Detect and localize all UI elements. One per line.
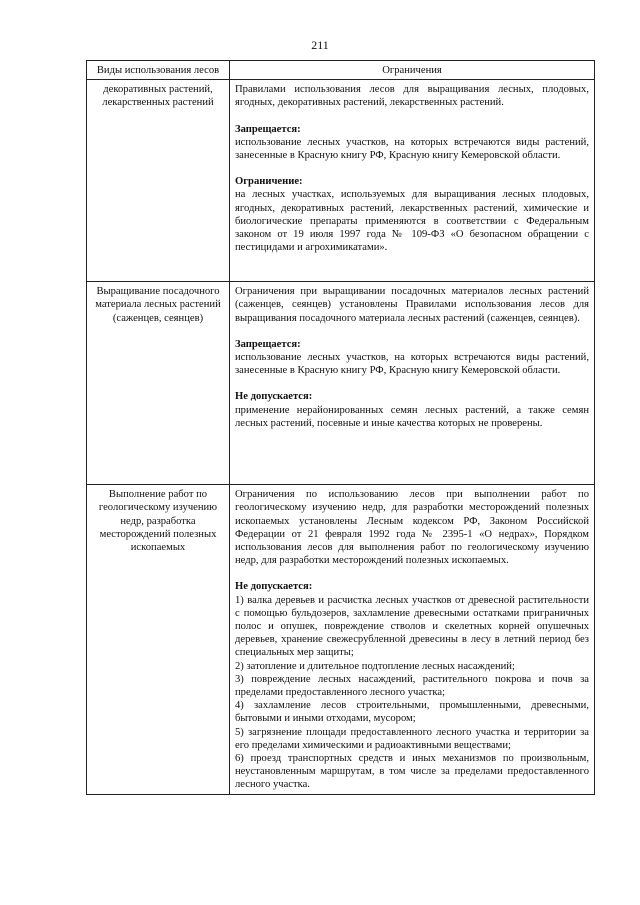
list-item: 3) повреждение лесных насаждений, растительного покрова и почв за пределами предоставленного лесного участка; (235, 673, 589, 699)
usage-type-cell: Выполнение работ по геологическому изучению недр, разработка месторождений полезных ископаемых (87, 485, 230, 794)
restriction-heading: Не допускается: (235, 391, 313, 403)
restrictions-cell (230, 80, 595, 282)
table-row (87, 282, 595, 485)
table-row (87, 80, 595, 282)
table-row (87, 485, 595, 794)
list-item: 2) затопление и длительное подтопление лесных насаждений; (235, 660, 515, 672)
restriction-intro: Ограничения при выращивании посадочных материалов лесных растений (саженцев, сеянцев) установлены Правилами использования лесов для выращивания посадочного материала лесных растений (саженцев, сеянцев). (235, 286, 589, 324)
usage-type-cell: декоративных растений, лекарственных растений (87, 80, 230, 282)
header-restrictions: Ограничения (230, 61, 595, 80)
restriction-text: использование лесных участков, на которых встречаются виды растений, занесенные в Красную книгу РФ, Красную книгу Кемеровской области. (235, 136, 589, 162)
table-header-row (87, 61, 595, 80)
list-item: 1) валка деревьев и расчистка лесных участков от древесной растительности с помощью бульдозеров, захламление древесными остатками приграничных полос и опушек, повреждение стволов и скелетных корней опушечных деревьев, хранение свежесрубленной древесины в лесу в летний период без специальных мер защиты; (235, 594, 589, 659)
restriction-heading: Ограничение: (235, 176, 303, 188)
restriction-heading: Запрещается: (235, 123, 301, 135)
restrictions-table (86, 60, 595, 795)
restriction-text: применение нерайонированных семян лесных растений, а также семян лесных растений, посевные и иные качества которых не проверены. (235, 404, 589, 429)
restrictions-cell (230, 282, 595, 485)
usage-type-cell: Выращивание посадочного материала лесных растений (саженцев, сеянцев) (87, 282, 230, 485)
restriction-intro: Правилами использования лесов для выращивания лесных, плодовых, ягодных, декоративных растений, лекарственных растений. (235, 84, 589, 109)
restriction-heading: Не допускается: (235, 581, 313, 593)
restriction-heading: Запрещается: (235, 338, 301, 350)
list-item: 6) проезд транспортных средств и иных механизмов по произвольным, неустановленным маршрутам, в том числе за пределами предоставленного лесного участка. (235, 753, 589, 791)
page-number: 211 (311, 38, 329, 52)
list-item: 4) захламление лесов строительными, промышленными, древесными, бытовыми и иными отходами, мусором; (235, 700, 589, 725)
restrictions-cell (230, 485, 595, 794)
restriction-intro: Ограничения по использованию лесов при выполнении работ по геологическому изучению недр, для разработки месторождений полезных ископаемых установлены Лесным кодексом РФ, Законом Российской Федерации от 21 февраля 1992 года № 2395-1 «О недрах», Порядком использования лесов для выполнения работ по геологическому изучению недр, для разработки месторождений полезных ископаемых. (235, 489, 589, 567)
restriction-text: использование лесных участков, на которых встречаются виды растений, занесенные в Красную книгу РФ, Красную книгу Кемеровской области. (235, 352, 589, 377)
header-usage-type: Виды использования лесов (87, 61, 230, 80)
list-item: 5) загрязнение площади предоставленного лесного участка и территории за его пределами химическими и радиоактивными веществами; (235, 726, 589, 751)
restriction-text: на лесных участках, используемых для выращивания лесных плодовых, ягодных, декоративных растений, лекарственных растений, химические и биологические препараты применяются в соответствии с Федеральным законом от 19 июля 1997 года № 109-ФЗ «О безопасном обращении с пестицидами и агрохимикатами». (235, 189, 589, 254)
